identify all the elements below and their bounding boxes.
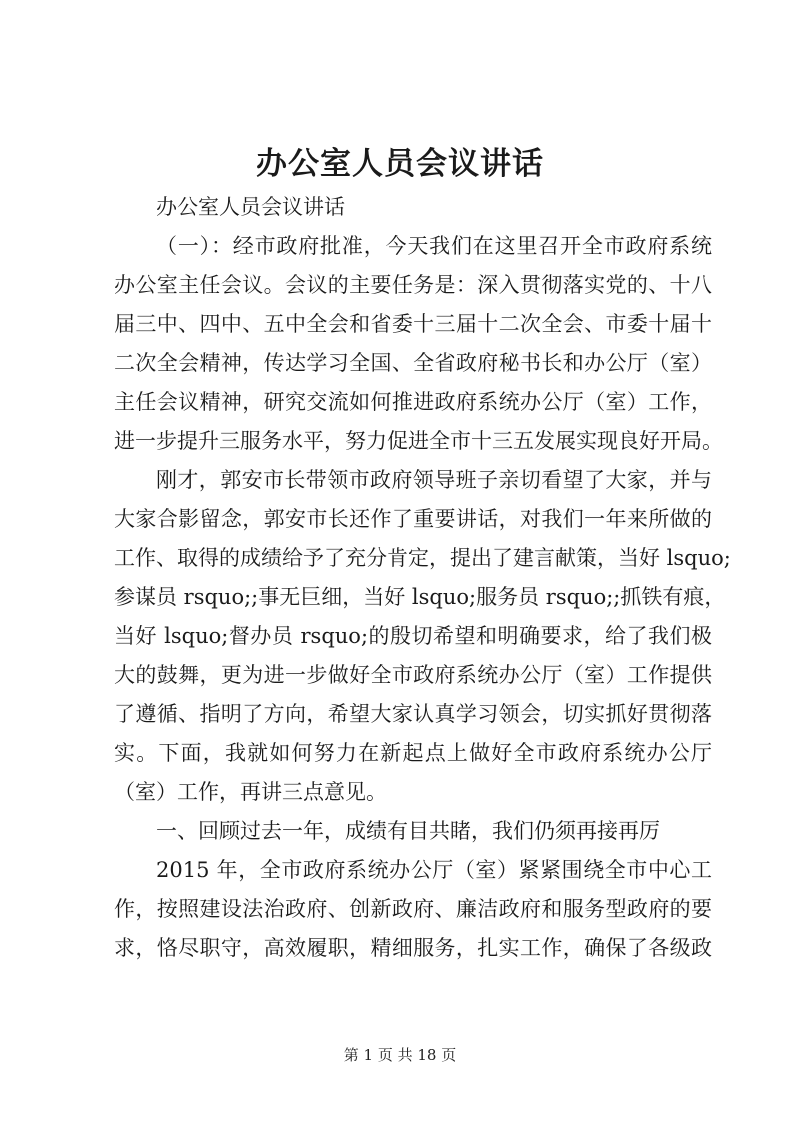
body-line: 主任会议精神，研究交流如何推进政府系统办公厅（室）工作，: [114, 390, 712, 414]
body-line: （室）工作，再讲三点意见。: [114, 780, 387, 804]
body-line: 工作、取得的成绩给予了充分肯定，提出了建言献策，当好 lsquo;: [114, 546, 731, 570]
body-line: 办公室人员会议讲话: [156, 195, 345, 219]
body-line: 进一步提升三服务水平，努力促进全市十三五发展实现良好开局。: [114, 429, 723, 453]
body-line: 参谋员 rsquo;;事无巨细，当好 lsquo;服务员 rsquo;;抓铁有痕，: [114, 585, 726, 609]
body-line: 作，按照建设法治政府、创新政府、廉洁政府和服务型政府的要: [114, 897, 712, 921]
body-line: 办公室主任会议。会议的主要任务是：深入贯彻落实党的、十八: [114, 273, 712, 297]
body-line: 一、回顾过去一年，成绩有目共睹，我们仍须再接再厉: [156, 819, 660, 843]
body-line: 刚才，郭安市长带领市政府领导班子亲切看望了大家，并与: [156, 468, 712, 492]
document-title: 办公室人员会议讲话: [256, 146, 544, 182]
page-footer: 第 1 页 共 18 页: [343, 1046, 457, 1064]
body-line: 二次全会精神，传达学习全国、全省政府秘书长和办公厅（室）: [114, 351, 712, 375]
body-line: 当好 lsquo;督办员 rsquo;的殷切希望和明确要求，给了我们极: [114, 624, 712, 648]
body-line: 大家合影留念，郭安市长还作了重要讲话，对我们一年来所做的: [114, 507, 712, 531]
body-line: 大的鼓舞，更为进一步做好全市政府系统办公厅（室）工作提供: [114, 663, 712, 687]
document-body: [114, 188, 731, 968]
body-line: 了遵循、指明了方向，希望大家认真学习领会，切实抓好贯彻落: [114, 702, 712, 726]
body-line: 实。下面，我就如何努力在新起点上做好全市政府系统办公厅: [114, 741, 712, 765]
body-line: （一）：经市政府批准，今天我们在这里召开全市政府系统: [156, 234, 712, 258]
body-line: 求，恪尽职守，高效履职，精细服务，扎实工作，确保了各级政: [114, 936, 712, 960]
body-line: 2015 年，全市政府系统办公厅（室）紧紧围绕全市中心工: [156, 858, 712, 882]
body-line: 届三中、四中、五中全会和省委十三届十二次全会、市委十届十: [114, 312, 712, 336]
